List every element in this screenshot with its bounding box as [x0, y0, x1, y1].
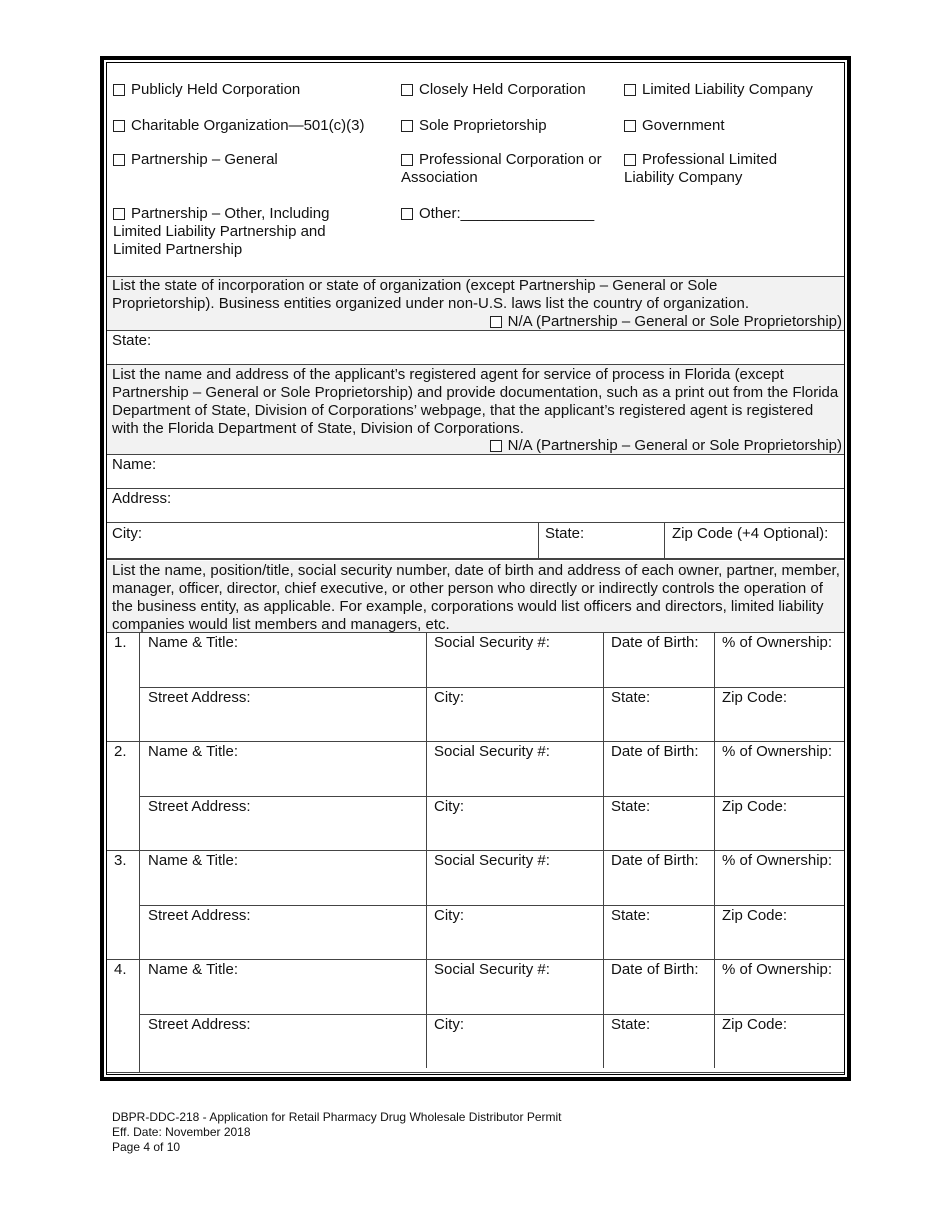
owner-street-label: Street Address:	[148, 798, 251, 815]
divider	[603, 741, 604, 850]
agent-na-checkbox[interactable]: N/A (Partnership – General or Sole Proprietorship)	[490, 437, 842, 455]
divider	[107, 522, 844, 523]
divider	[107, 850, 844, 851]
owners-instruction: List the name, position/title, social security number, date of birth and address of each owner, partner, member, manager, officer, director, chief executive, or other person who directly or indirectly controls the operation of the business entity, as applicable. For example, corporations would list officers and directors, limited liability companies would list members and managers, etc.	[112, 562, 840, 633]
checkbox-partnership-general[interactable]: Partnership – General	[113, 151, 278, 169]
checkbox-partnership-other[interactable]: Partnership – Other, Including Limited Liability Partnership and Limited Partnership	[113, 205, 330, 258]
agent-city-label: City:	[112, 525, 142, 542]
owner-state-label: State:	[611, 798, 651, 815]
divider	[139, 905, 844, 906]
checkbox-icon[interactable]	[113, 208, 125, 220]
owner-dob-label: Date of Birth:	[611, 852, 699, 869]
owner-zip-label: Zip Code:	[722, 798, 788, 815]
owner-zip-label: Zip Code:	[722, 689, 788, 706]
divider	[107, 959, 844, 960]
state-field-label: State:	[112, 332, 152, 349]
owner-ssn-label: Social Security #:	[434, 852, 550, 869]
owner-dob-label: Date of Birth:	[611, 634, 699, 651]
owner-city-label: City:	[434, 798, 464, 815]
footer-eff-date: Eff. Date: November 2018	[112, 1125, 251, 1139]
owner-ownership-label: % of Ownership:	[722, 961, 833, 978]
divider	[139, 1014, 844, 1015]
state-instruction: List the state of incorporation or state of organization (except Partnership – General or Sole Proprietorship). Business entities organized under non-U.S. laws list the country of organization.	[112, 277, 749, 312]
owner-row-number: 4.	[114, 961, 127, 978]
checkbox-icon[interactable]	[113, 84, 125, 96]
state-na-checkbox[interactable]: N/A (Partnership – General or Sole Proprietorship)	[490, 313, 842, 331]
owner-state-label: State:	[611, 689, 651, 706]
owner-ssn-label: Social Security #:	[434, 634, 550, 651]
owner-name-title-label: Name & Title:	[148, 634, 239, 651]
owner-row-number: 2.	[114, 743, 127, 760]
divider	[714, 632, 715, 741]
checkbox-icon[interactable]	[401, 84, 413, 96]
divider	[426, 959, 427, 1068]
checkbox-professional-corporation[interactable]: Professional Corporation or Association	[401, 151, 602, 186]
divider	[714, 959, 715, 1068]
divider	[714, 741, 715, 850]
divider	[664, 522, 665, 558]
owner-street-label: Street Address:	[148, 689, 251, 706]
checkbox-government[interactable]: Government	[624, 117, 725, 135]
divider	[107, 330, 844, 331]
checkbox-charitable[interactable]: Charitable Organization—501(c)(3)	[113, 117, 364, 135]
divider	[107, 1072, 844, 1073]
owner-city-label: City:	[434, 907, 464, 924]
checkbox-icon[interactable]	[401, 120, 413, 132]
divider	[107, 488, 844, 489]
owner-zip-label: Zip Code:	[722, 907, 788, 924]
divider	[107, 741, 844, 742]
divider	[426, 741, 427, 850]
divider	[714, 850, 715, 959]
divider	[107, 558, 844, 560]
agent-name-label: Name:	[112, 456, 157, 473]
checkbox-professional-llc[interactable]: Professional Limited Liability Company	[624, 151, 778, 186]
owner-name-title-label: Name & Title:	[148, 743, 239, 760]
checkbox-icon[interactable]	[113, 154, 125, 166]
owner-ownership-label: % of Ownership:	[722, 743, 833, 760]
divider	[426, 632, 427, 741]
owner-state-label: State:	[611, 907, 651, 924]
footer-page-number: Page 4 of 10	[112, 1140, 181, 1154]
owner-name-title-label: Name & Title:	[148, 852, 239, 869]
checkbox-icon[interactable]	[401, 154, 413, 166]
footer-form-title: DBPR-DDC-218 - Application for Retail Pharmacy Drug Wholesale Distributor Permit	[112, 1110, 562, 1124]
divider	[139, 687, 844, 688]
owner-street-label: Street Address:	[148, 1016, 251, 1033]
checkbox-icon[interactable]	[113, 120, 125, 132]
owner-ownership-label: % of Ownership:	[722, 852, 833, 869]
owner-ssn-label: Social Security #:	[434, 743, 550, 760]
divider	[603, 850, 604, 959]
checkbox-icon[interactable]	[490, 440, 502, 452]
checkbox-icon[interactable]	[624, 120, 636, 132]
owner-dob-label: Date of Birth:	[611, 961, 699, 978]
checkbox-closely-held[interactable]: Closely Held Corporation	[401, 81, 586, 99]
divider	[603, 959, 604, 1068]
owner-zip-label: Zip Code:	[722, 1016, 788, 1033]
owner-row-number: 3.	[114, 852, 127, 869]
owner-name-title-label: Name & Title:	[148, 961, 239, 978]
footer	[112, 1110, 561, 1155]
divider	[603, 632, 604, 741]
divider	[426, 850, 427, 959]
checkbox-llc[interactable]: Limited Liability Company	[624, 81, 813, 99]
checkbox-publicly-held[interactable]: Publicly Held Corporation	[113, 81, 300, 99]
owner-row-number: 1.	[114, 634, 127, 651]
agent-instruction: List the name and address of the applicant’s registered agent for service of process in Florida (except Partnership – General or Sole Proprietorship) and provide documentation, such as a print out from the Florida Department of State, Division of Corporations’ webpage, that the applicant’s registered agent is registered with the Florida Department of State, Division of Corporations.	[112, 366, 839, 437]
divider	[139, 632, 140, 1072]
owner-dob-label: Date of Birth:	[611, 743, 699, 760]
divider	[107, 632, 844, 633]
agent-address-label: Address:	[112, 490, 172, 507]
checkbox-icon[interactable]	[624, 154, 636, 166]
divider	[107, 454, 844, 455]
divider	[538, 522, 539, 558]
owner-city-label: City:	[434, 1016, 464, 1033]
checkbox-icon[interactable]	[401, 208, 413, 220]
divider	[139, 796, 844, 797]
checkbox-icon[interactable]	[490, 316, 502, 328]
checkbox-other[interactable]: Other:________________	[401, 205, 594, 223]
agent-zip-label: Zip Code (+4 Optional):	[672, 525, 829, 542]
owner-state-label: State:	[611, 1016, 651, 1033]
checkbox-sole-proprietorship[interactable]: Sole Proprietorship	[401, 117, 547, 135]
owner-ownership-label: % of Ownership:	[722, 634, 833, 651]
owner-ssn-label: Social Security #:	[434, 961, 550, 978]
agent-state-label: State:	[545, 525, 585, 542]
owner-street-label: Street Address:	[148, 907, 251, 924]
owner-city-label: City:	[434, 689, 464, 706]
checkbox-icon[interactable]	[624, 84, 636, 96]
